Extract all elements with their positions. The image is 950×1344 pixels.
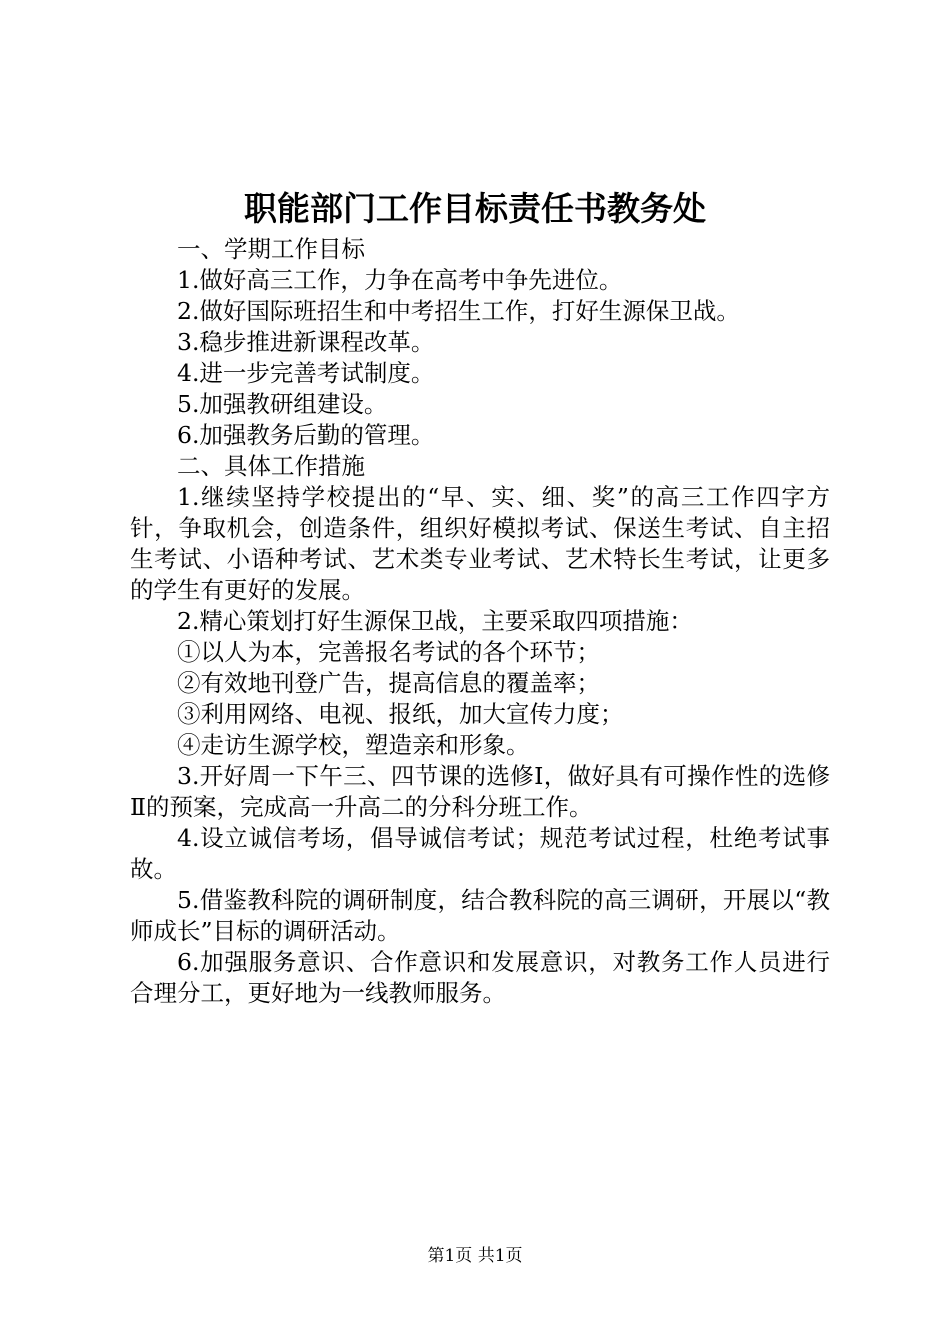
document-title: 职能部门工作目标责任书教务处: [244, 189, 706, 228]
page-footer: 第1页 共1页: [427, 1246, 523, 1266]
goal-item: 3.稳步推进新课程改革。: [177, 328, 435, 356]
measure-item: 2.精心策划打好生源保卫战，主要采取四项措施：: [177, 607, 693, 635]
measure-item: 5.借鉴教科院的调研制度，结合教科院的高三调研，开展以“教师成长”目标的调研活动。: [130, 886, 830, 945]
sub-measure-item: ③利用网络、电视、报纸，加大宣传力度；: [177, 700, 624, 728]
sub-measure-item: ④走访生源学校，塑造亲和形象。: [177, 731, 530, 759]
section-heading-measures: 二、具体工作措施: [177, 452, 365, 480]
measure-item: 3.开好周一下午三、四节课的选修Ⅰ，做好具有可操作性的选修Ⅱ的预案，完成高一升高二的分科分班工作。: [130, 762, 830, 821]
goal-item: 1.做好高三工作，力争在高考中争先进位。: [177, 266, 623, 294]
measure-item: 4.设立诚信考场，倡导诚信考试；规范考试过程，杜绝考试事故。: [130, 824, 830, 883]
goal-item: 5.加强教研组建设。: [177, 390, 388, 418]
document-body: [130, 234, 830, 1009]
measure-item: 6.加强服务意识、合作意识和发展意识，对教务工作人员进行合理分工，更好地为一线教师服务。: [130, 948, 830, 1007]
section-heading-goals: 一、学期工作目标: [177, 235, 365, 263]
sub-measure-item: ①以人为本，完善报名考试的各个环节；: [177, 638, 600, 666]
goal-item: 6.加强教务后勤的管理。: [177, 421, 435, 449]
sub-measure-item: ②有效地刊登广告，提高信息的覆盖率；: [177, 669, 600, 697]
goal-item: 4.进一步完善考试制度。: [177, 359, 435, 387]
goal-item: 2.做好国际班招生和中考招生工作，打好生源保卫战。: [177, 297, 740, 325]
measure-item: 1.继续坚持学校提出的“早、实、细、奖”的高三工作四字方针，争取机会，创造条件，组织好模拟考试、保送生考试、自主招生考试、小语种考试、艺术类专业考试、艺术特长生考试，让更多的学生有更好的发展。: [130, 483, 830, 604]
